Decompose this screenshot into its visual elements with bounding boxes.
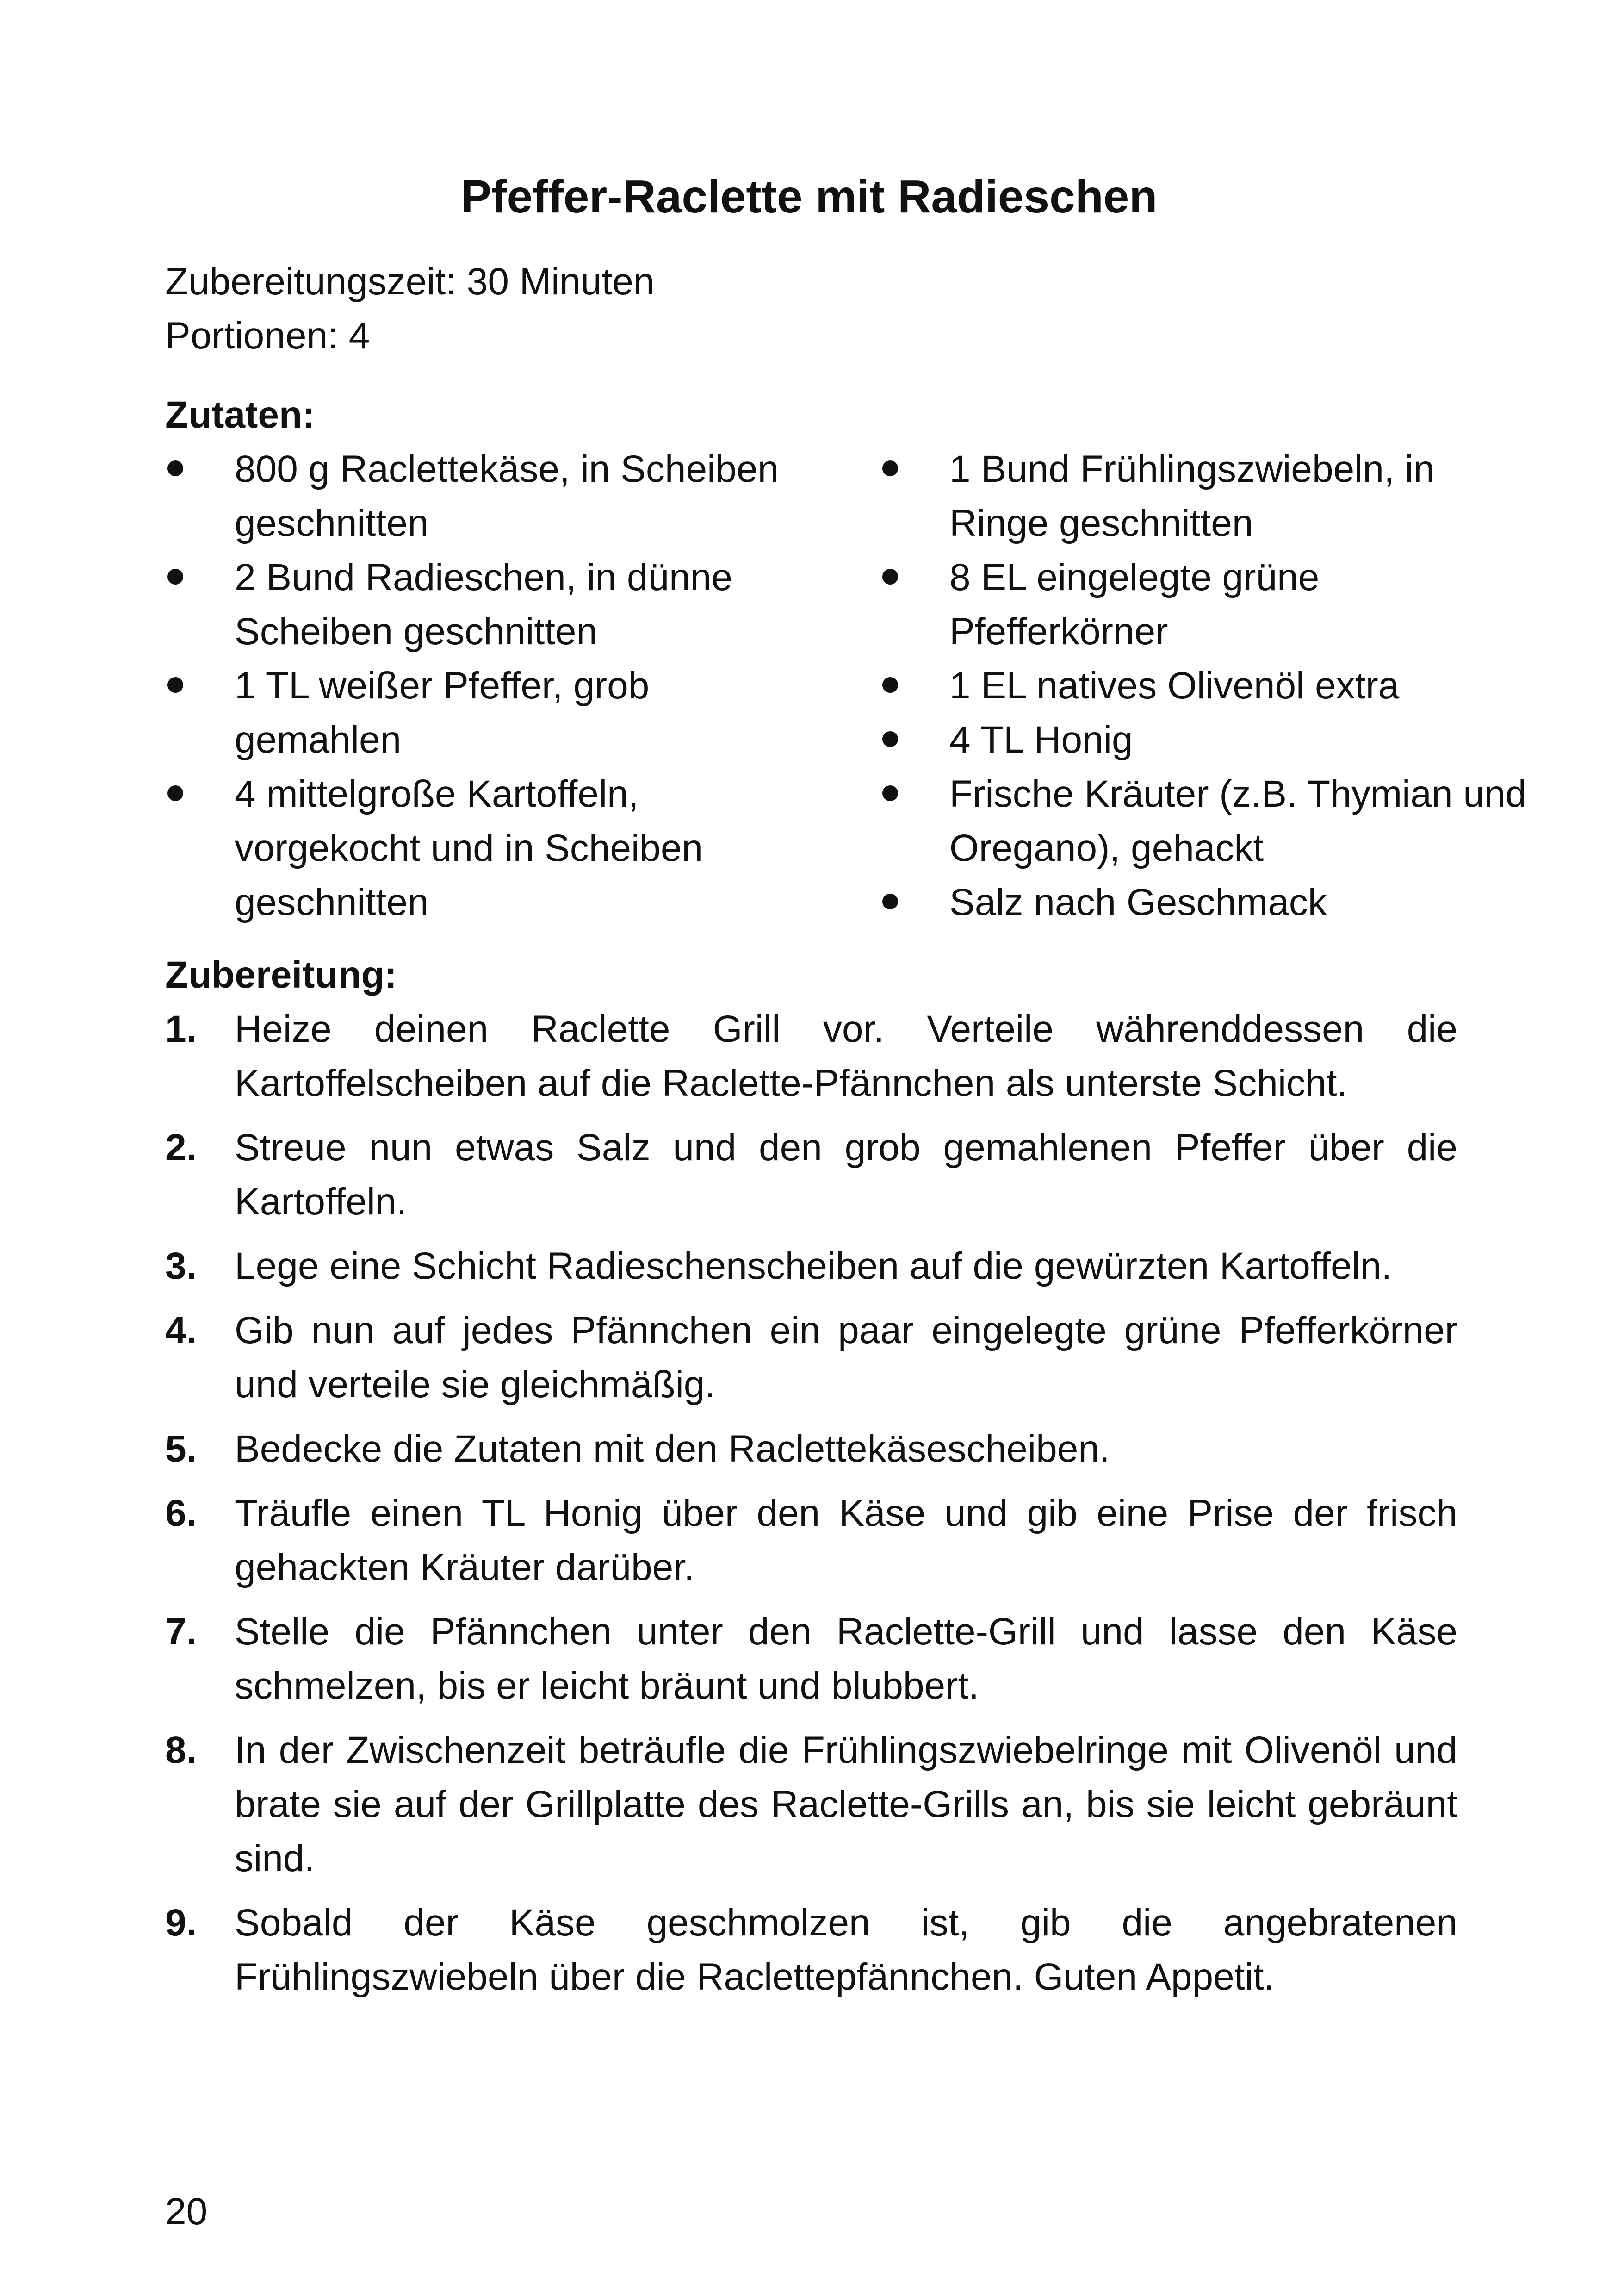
- ingredient-item: [165, 659, 785, 767]
- ingredient-text: 800 g Raclettekäse, in Scheiben geschnitten: [235, 448, 779, 544]
- ingredient-text: 1 Bund Frühlingszwiebeln, in Ringe geschnitten: [949, 448, 1435, 544]
- step-item: [165, 1896, 1457, 2004]
- ingredient-text: Salz nach Geschmack: [949, 881, 1327, 923]
- ingredient-text: 1 EL natives Olivenöl extra: [949, 665, 1400, 707]
- step-text: Sobald der Käse geschmolzen ist, gib die angebratenen Frühlingszwiebeln über die Raclettepfännchen. Guten Appetit.: [235, 1902, 1457, 1998]
- ingredients-list-right: [880, 442, 1528, 929]
- step-number: 3.: [165, 1245, 197, 1287]
- ingredients-list-left: [165, 442, 785, 929]
- step-item: [165, 1486, 1457, 1594]
- ingredient-item: [880, 442, 1528, 550]
- step-text: Träufle einen TL Honig über den Käse und gib eine Prise der frisch gehackten Kräuter darüber.: [235, 1492, 1457, 1588]
- step-text: Bedecke die Zutaten mit den Raclettekäsescheiben.: [235, 1428, 1110, 1470]
- step-text: Heize deinen Raclette Grill vor. Verteile währenddessen die Kartoffelscheiben auf die Raclette-Pfännchen als unterste Schicht.: [235, 1008, 1457, 1104]
- step-number: 6.: [165, 1492, 197, 1534]
- page-number: 20: [165, 2190, 208, 2233]
- step-text: Streue nun etwas Salz und den grob gemahlenen Pfeffer über die Kartoffeln.: [235, 1126, 1457, 1223]
- steps-heading: Zubereitung:: [165, 954, 397, 996]
- step-item: [165, 1002, 1457, 1110]
- ingredient-text: 4 TL Honig: [949, 719, 1133, 761]
- step-number: 4.: [165, 1309, 197, 1351]
- ingredient-item: [880, 875, 1528, 929]
- ingredients-heading: Zutaten:: [165, 394, 315, 436]
- ingredient-text: 4 mittelgroße Kartoffeln, vorgekocht und in Scheiben geschnitten: [235, 773, 703, 923]
- step-item: [165, 1605, 1457, 1713]
- recipe-meta: [165, 255, 655, 363]
- step-item: [165, 1120, 1457, 1229]
- recipe-title: Pfeffer-Raclette mit Radieschen: [460, 171, 1158, 223]
- step-number: 1.: [165, 1008, 197, 1050]
- ingredient-item: [880, 659, 1528, 713]
- ingredient-item: [165, 442, 785, 550]
- ingredient-text: Frische Kräuter (z.B. Thymian und Oregano), gehackt: [949, 773, 1527, 869]
- step-item: [165, 1303, 1457, 1412]
- step-text: Stelle die Pfännchen unter den Raclette-Grill und lasse den Käse schmelzen, bis er leicht bräunt und blubbert.: [235, 1611, 1457, 1707]
- step-item: [165, 1422, 1457, 1476]
- ingredient-item: [880, 550, 1528, 659]
- ingredient-item: [165, 550, 785, 659]
- ingredient-text: 8 EL eingelegte grüne Pfefferkörner: [949, 556, 1320, 653]
- step-text: In der Zwischenzeit beträufle die Frühlingszwiebelringe mit Olivenöl und brate sie auf der Grillplatte des Raclette-Grills an, bis sie leicht gebräunt sind.: [235, 1729, 1457, 1879]
- steps-list: [165, 1002, 1457, 2014]
- ingredient-item: [165, 767, 785, 929]
- step-number: 8.: [165, 1729, 197, 1771]
- ingredient-text: 2 Bund Radieschen, in dünne Scheiben geschnitten: [235, 556, 732, 653]
- step-number: 5.: [165, 1428, 197, 1470]
- servings: Portionen: 4: [165, 315, 370, 357]
- ingredient-text: 1 TL weißer Pfeffer, grob gemahlen: [235, 665, 650, 761]
- step-text: Lege eine Schicht Radieschenscheiben auf die gewürzten Kartoffeln.: [235, 1245, 1392, 1287]
- ingredient-item: [880, 713, 1528, 767]
- step-number: 7.: [165, 1611, 197, 1653]
- ingredient-item: [880, 767, 1528, 875]
- step-item: [165, 1723, 1457, 1885]
- step-number: 9.: [165, 1902, 197, 1944]
- prep-time: Zubereitungszeit: 30 Minuten: [165, 261, 655, 303]
- step-number: 2.: [165, 1126, 197, 1169]
- step-text: Gib nun auf jedes Pfännchen ein paar eingelegte grüne Pfefferkörner und verteile sie gleichmäßig.: [235, 1309, 1457, 1406]
- step-item: [165, 1239, 1457, 1293]
